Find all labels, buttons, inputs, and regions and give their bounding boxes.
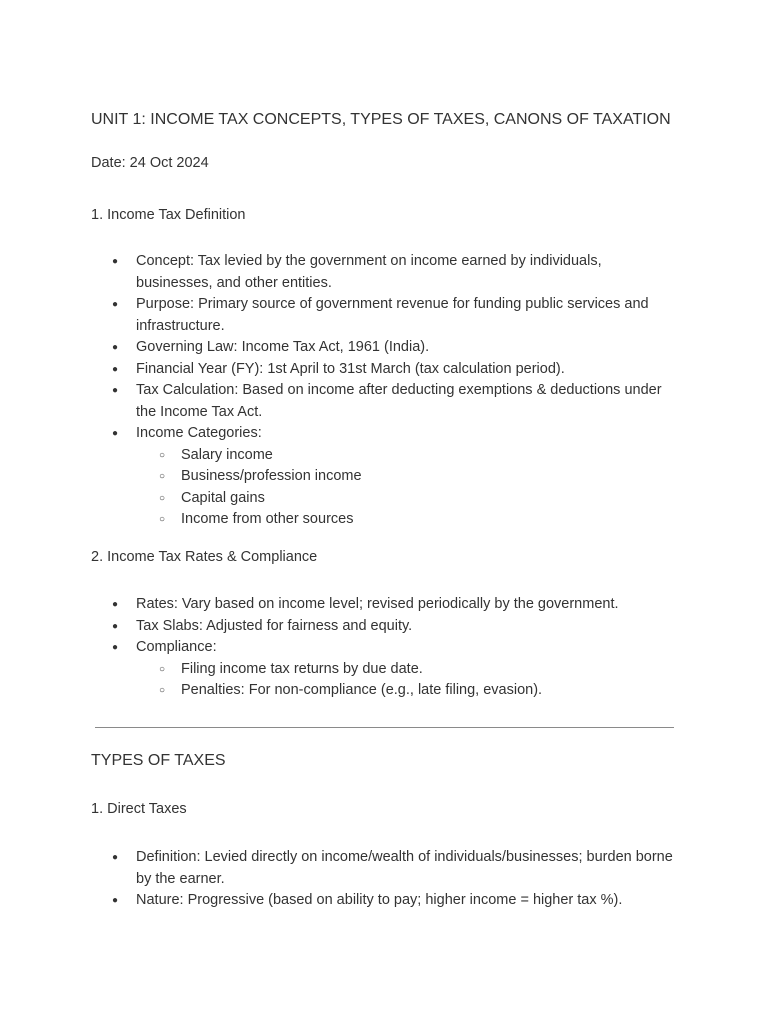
heading-direct-taxes: 1. Direct Taxes	[91, 801, 187, 817]
rates-list	[91, 594, 681, 702]
document-title: UNIT 1: INCOME TAX CONCEPTS, TYPES OF TAXES, CANONS OF TAXATION	[91, 111, 671, 128]
heading-income-tax-definition: 1. Income Tax Definition	[91, 207, 246, 223]
list-item-label: Income Categories:	[136, 425, 262, 441]
list-item: ● Financial Year (FY): 1st April to 31st March (tax calculation period).	[91, 359, 681, 381]
list-item: ● Rates: Vary based on income level; revised periodically by the government.	[91, 594, 681, 616]
list-item-income-categories	[91, 423, 681, 531]
section-title-types-of-taxes: TYPES OF TAXES	[91, 752, 226, 769]
list-item: ● Tax Calculation: Based on income after deducting exemptions & deductions under the Income Tax Act.	[91, 380, 681, 423]
sub-list-item: ○ Salary income	[136, 445, 681, 467]
list-item: ● Purpose: Primary source of government revenue for funding public services and infrastructure.	[91, 294, 681, 337]
list-item: ● Definition: Levied directly on income/wealth of individuals/businesses; burden borne by the earner.	[91, 847, 681, 890]
definition-list	[91, 251, 681, 531]
list-item-label: Compliance:	[136, 639, 217, 655]
sub-list-item: ○ Capital gains	[136, 488, 681, 510]
list-item: ● Tax Slabs: Adjusted for fairness and equity.	[91, 616, 681, 638]
document-date: Date: 24 Oct 2024	[91, 155, 209, 171]
compliance-sublist	[136, 659, 681, 702]
sub-list-item: ○ Penalties: For non-compliance (e.g., late filing, evasion).	[136, 680, 681, 702]
section-divider	[95, 727, 674, 728]
list-item-compliance	[91, 637, 681, 702]
list-item: ● Nature: Progressive (based on ability to pay; higher income = higher tax %).	[91, 890, 681, 912]
direct-taxes-list	[91, 847, 681, 912]
heading-rates-compliance: 2. Income Tax Rates & Compliance	[91, 549, 318, 565]
list-item: ● Concept: Tax levied by the government on income earned by individuals, businesses, and other entities.	[91, 251, 681, 294]
sub-list-item: ○ Business/profession income	[136, 466, 681, 488]
income-categories-sublist	[136, 445, 681, 531]
sub-list-item: ○ Income from other sources	[136, 509, 681, 531]
sub-list-item: ○ Filing income tax returns by due date.	[136, 659, 681, 681]
list-item: ● Governing Law: Income Tax Act, 1961 (India).	[91, 337, 681, 359]
